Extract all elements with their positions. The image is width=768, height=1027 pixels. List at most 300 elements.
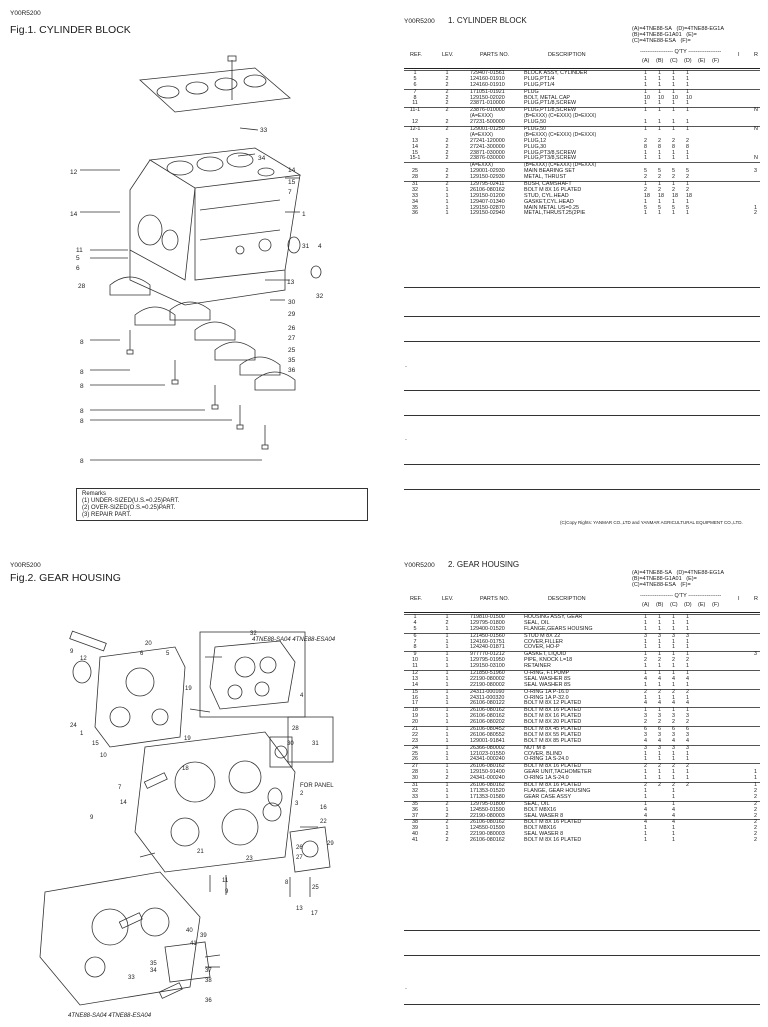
- cell-lev: 2: [445, 155, 449, 162]
- callout-label: 8: [285, 880, 289, 886]
- cell-ref: 5: [413, 75, 417, 82]
- cell-qty-d: 1: [686, 88, 689, 95]
- cell-part-no: 24311-000160: [470, 688, 505, 695]
- cell-qty-b: 3: [658, 744, 661, 751]
- cell-qty-a: 2: [644, 657, 647, 664]
- cell-ref: 25: [412, 750, 418, 757]
- callout-label: 23: [246, 856, 253, 862]
- cell-lev: 2: [445, 812, 449, 819]
- cell-ref: 7: [413, 638, 417, 645]
- cell-lev: 1: [445, 204, 449, 211]
- cell-qty-a: 1: [644, 75, 647, 82]
- cell-part-no: 129150-03100: [470, 663, 505, 670]
- cell-description: BLOCK ASSY, CYLINDER: [524, 70, 588, 76]
- table-row: [404, 707, 760, 714]
- cell-part-no: 26106-080162: [470, 713, 505, 720]
- model-caption-line: 4TNE88-SA04 4TNE88-ESA04: [252, 637, 336, 643]
- cell-qty-a: 1: [644, 651, 647, 658]
- callout-label: 12: [80, 656, 87, 662]
- cell-qty-a: 1: [644, 707, 647, 714]
- cell-ref: 36: [412, 210, 418, 217]
- cell-qty-a: 1: [644, 119, 647, 126]
- cell-qty-a: 1: [644, 210, 647, 217]
- margin-dot: .: [405, 362, 407, 369]
- callout-label: 24: [70, 723, 77, 729]
- cell-description: NUT M 8: [524, 744, 546, 751]
- cell-part-no: 129001-91841: [470, 737, 505, 744]
- callout-label: 1: [80, 731, 84, 737]
- cell-qty-b: 1: [658, 107, 661, 114]
- cell-lev: 1: [445, 651, 449, 658]
- header-col: (E): [698, 58, 706, 64]
- cell-ref: 16: [412, 694, 418, 701]
- callout-label: 28: [78, 283, 86, 290]
- cell-lev: 1: [445, 70, 449, 76]
- cell-qty-a: 1: [644, 831, 647, 838]
- cell-qty-a: 1: [644, 70, 647, 76]
- cell-qty-a: 1: [644, 756, 647, 763]
- cell-description: BOLT M 8X 12 PLATED: [524, 700, 582, 707]
- cell-ref: 9: [413, 651, 417, 658]
- table-blank-line: [404, 955, 760, 956]
- cell-qty-b: 5: [658, 204, 661, 211]
- cell-qty-d: 2: [686, 688, 689, 695]
- cell-ref: 20: [412, 719, 418, 726]
- cell-ref: 15-1: [409, 155, 421, 162]
- cell-qty-a: 1: [644, 663, 647, 670]
- cell-ref: 27: [412, 763, 418, 770]
- cell-part-no: 26366-080002: [470, 744, 505, 751]
- cell-description: STUD, CYL.HEAD: [524, 192, 569, 199]
- cell-qty-b: 2: [658, 688, 661, 695]
- cell-qty-d: 2: [686, 137, 689, 144]
- cell-ref: 7: [413, 88, 417, 95]
- cell-qty-d: 1: [686, 126, 689, 133]
- cell-qty-d: 5: [686, 168, 689, 175]
- figure-title: Fig.1. CYLINDER BLOCK: [10, 24, 131, 36]
- cell-remark: 1: [754, 782, 757, 789]
- cell-lev: 1: [445, 700, 449, 707]
- cell-qty-b: 2: [658, 763, 661, 770]
- cell-qty-c: 1: [672, 831, 675, 838]
- cell-qty-b: 18: [658, 192, 664, 199]
- cell-qty-a: 1: [644, 638, 647, 645]
- cell-lev: 1: [445, 681, 449, 688]
- cell-ref: 12-1: [409, 126, 421, 133]
- cell-qty-b: 2: [658, 782, 661, 789]
- cell-description: BOLT M 8X 45 PLATED: [524, 726, 582, 733]
- cell-qty-b: 1: [658, 100, 661, 107]
- cell-qty-c: 1: [672, 793, 675, 800]
- cell-remark: 2: [754, 819, 757, 826]
- table-top-rule: [404, 68, 760, 69]
- cell-part-no: 26106-080162: [470, 819, 505, 826]
- cell-lev: 1: [445, 644, 449, 651]
- cell-description: (B=EXXX) (C=EXXX) (D=EXXX): [524, 131, 597, 138]
- callout-label: 8: [80, 458, 84, 465]
- cell-description: BOLT M8X16: [524, 825, 557, 832]
- callout-label: 5: [76, 255, 80, 262]
- cell-qty-c: 1: [672, 707, 675, 714]
- cell-description: (B=EXXX) (C=EXXX) (D=EXXX): [524, 162, 597, 169]
- cell-description: BOLT, METAL CAP: [524, 94, 571, 101]
- cell-qty-a: 2: [644, 137, 647, 144]
- cell-description: BOLT M 8X 16 PLATED: [524, 819, 582, 826]
- cell-ref: 4: [413, 619, 417, 626]
- cell-ref: 19: [412, 713, 418, 720]
- cell-description: PLUG: [524, 88, 539, 95]
- table-row: [404, 633, 760, 640]
- header-description: DESCRIPTION: [548, 52, 586, 58]
- cell-qty-a: 1: [644, 793, 647, 800]
- cell-qty-c: 1: [672, 825, 675, 832]
- cell-qty-c: 1: [672, 619, 675, 626]
- cell-qty-a: 2: [644, 763, 647, 770]
- cell-ref: 8: [413, 94, 417, 101]
- cell-qty-a: 2: [644, 782, 647, 789]
- cell-description: PLUG,50: [524, 119, 547, 126]
- cell-remark: 2: [754, 812, 757, 819]
- cell-ref: 38: [412, 819, 418, 826]
- cell-description: GASKET,CYL.HEAD: [524, 198, 574, 205]
- cell-qty-a: 1: [644, 837, 647, 844]
- cell-qty-b: 1: [658, 619, 661, 626]
- cell-qty-c: 1: [672, 638, 675, 645]
- cell-description: O-RING 1A P-16.0: [524, 688, 569, 695]
- callout-label: 19: [184, 736, 191, 742]
- cell-qty-c: 4: [672, 812, 675, 819]
- callout-label: 21: [197, 849, 204, 855]
- cell-part-no: 129407-01340: [470, 198, 505, 205]
- cell-qty-a: 4: [644, 700, 647, 707]
- cell-qty-c: 1: [672, 670, 675, 677]
- cell-qty-c: 4: [672, 737, 675, 744]
- cell-part-no: 129001-01250: [470, 126, 505, 133]
- cell-qty-b: 1: [658, 769, 661, 776]
- cell-ref: 11: [412, 663, 418, 670]
- cell-part-no: 129150-02940: [470, 210, 505, 217]
- cell-remark: 3: [754, 168, 757, 175]
- callout-label: 32: [316, 293, 324, 300]
- cell-part-no: 22190-080003: [470, 831, 505, 838]
- cell-lev: 2: [445, 137, 449, 144]
- cell-part-no: 129150-02870: [470, 204, 505, 211]
- cell-qty-c: 1: [672, 155, 675, 162]
- cell-qty-a: 1: [644, 619, 647, 626]
- cell-qty-b: 3: [658, 731, 661, 738]
- callout-label: 9: [70, 649, 74, 655]
- cell-lev: 2: [445, 94, 449, 101]
- cell-description: O-RING 1A P-32.0: [524, 694, 569, 701]
- cell-qty-b: 1: [658, 651, 661, 658]
- cell-ref: 18: [412, 707, 418, 714]
- table-row: [404, 745, 760, 752]
- section-title: 1. CYLINDER BLOCK: [448, 16, 527, 25]
- callout-label: 14: [70, 211, 78, 218]
- cell-qty-d: 3: [686, 713, 689, 720]
- cell-lev: 2: [445, 800, 449, 807]
- cell-qty-c: 1: [672, 107, 675, 114]
- cell-description: BOLT M 8X 16 PLATED: [524, 837, 582, 844]
- cell-lev: 1: [445, 670, 449, 677]
- callout-label: 9: [225, 889, 229, 895]
- cell-description: BOLT M 8X 20 PLATED: [524, 719, 582, 726]
- cell-description: METAL,THRUST.25(2PIE: [524, 210, 586, 217]
- cell-description: FLANGE,GEARS HOUSING: [524, 625, 593, 632]
- cell-lev: 1: [445, 663, 449, 670]
- cell-qty-b: 2: [658, 719, 661, 726]
- cell-part-no: 171353-01580: [470, 793, 505, 800]
- remarks-title: Remarks: [82, 491, 107, 497]
- cell-ref: 11-1: [409, 107, 421, 114]
- cell-lev: 2: [445, 81, 449, 88]
- cell-qty-d: 1: [686, 638, 689, 645]
- cell-lev: 1: [445, 638, 449, 645]
- cell-qty-a: 1: [644, 775, 647, 782]
- header-lev: LEV.: [442, 52, 454, 58]
- cell-qty-c: 1: [672, 787, 675, 794]
- cell-qty-c: 1: [672, 181, 675, 188]
- cell-lev: 2: [445, 143, 449, 150]
- cell-qty-a: 3: [644, 731, 647, 738]
- cell-qty-c: 1: [672, 756, 675, 763]
- cell-qty-a: 1: [644, 750, 647, 757]
- header-description: DESCRIPTION: [548, 596, 586, 602]
- cell-part-no: 23871-030000: [470, 149, 505, 156]
- cell-ref: 14: [412, 681, 418, 688]
- cell-description: METAL, THRUST: [524, 174, 567, 181]
- cell-description: SEAL, OIL: [524, 619, 550, 626]
- cell-qty-c: 1: [672, 800, 675, 807]
- cell-lev: 1: [445, 657, 449, 664]
- cell-qty-d: 4: [686, 675, 689, 682]
- cell-qty-a: 1: [644, 825, 647, 832]
- cell-remark: 2: [754, 825, 757, 832]
- remark-line: (2) OVER-SIZED(O.S.=0.25)PART.: [82, 505, 176, 511]
- cell-qty-b: 1: [658, 750, 661, 757]
- model-a: (A)=4TNE88-SA: [632, 570, 672, 576]
- cell-ref: 15: [412, 149, 418, 156]
- cell-qty-b: 1: [658, 670, 661, 677]
- callout-label: 33: [128, 975, 135, 981]
- cell-qty-c: 1: [672, 75, 675, 82]
- cell-ref: 6: [413, 81, 417, 88]
- cell-lev: 2: [445, 174, 449, 181]
- cell-part-no: 23871-010000: [470, 100, 505, 107]
- cell-qty-a: 8: [644, 143, 647, 150]
- cell-qty-d: 1: [686, 644, 689, 651]
- cell-description: COVER, BLIND: [524, 750, 563, 757]
- cell-part-no: 26106-080452: [470, 726, 505, 733]
- cell-qty-c: 3: [672, 744, 675, 751]
- cell-description: PLUG,PT3/8,SCREW: [524, 149, 577, 156]
- cell-description: BOLT M 8X 85 PLATED: [524, 737, 582, 744]
- table-blank-line: [404, 316, 760, 317]
- callout-label: 15: [288, 179, 296, 186]
- cell-qty-b: 1: [658, 614, 661, 620]
- cell-remark: 1: [754, 775, 757, 782]
- header-col: (F): [712, 602, 720, 608]
- callout-label: 13: [296, 906, 303, 912]
- cell-qty-b: 1: [658, 756, 661, 763]
- cell-description: BOLT M 8X 16 PLATED: [524, 713, 582, 720]
- cell-qty-d: 1: [686, 707, 689, 714]
- cell-qty-a: 3: [644, 744, 647, 751]
- header-qty: ------------------ Q'TY ------------------: [640, 593, 722, 599]
- cell-part-no: 124160-01910: [470, 75, 505, 82]
- cell-qty-c: 18: [672, 192, 678, 199]
- cell-part-no: (A=EXXX): [470, 162, 493, 169]
- callout-label: 34: [258, 155, 266, 162]
- model-caption: [252, 637, 336, 643]
- cell-part-no: 129795-01800: [470, 800, 505, 807]
- callout-label: 20: [145, 641, 152, 647]
- cell-qty-b: 1: [658, 663, 661, 670]
- cell-ref: 36: [412, 806, 418, 813]
- callout-label: 14: [288, 167, 296, 174]
- cell-qty-a: 1: [644, 155, 647, 162]
- table-row: [404, 819, 760, 826]
- cell-part-no: 129150-01200: [470, 192, 505, 199]
- cell-lev: 1: [445, 763, 449, 770]
- cell-qty-d: 1: [686, 210, 689, 217]
- cell-ref: 39: [412, 825, 418, 832]
- callout-label: 8: [80, 369, 84, 376]
- cell-qty-c: 1: [672, 70, 675, 76]
- cell-qty-c: 1: [672, 681, 675, 688]
- model-legend: [632, 570, 762, 589]
- callout-label: 22: [320, 819, 327, 825]
- cell-qty-c: 5: [672, 204, 675, 211]
- cell-ref: 34: [412, 198, 418, 205]
- cell-qty-c: 4: [672, 675, 675, 682]
- cell-qty-c: 4: [672, 819, 675, 826]
- callout-label: 27: [296, 855, 303, 861]
- cell-qty-b: 4: [658, 675, 661, 682]
- cell-lev: 1: [445, 731, 449, 738]
- cell-ref: 31: [412, 181, 418, 188]
- table-row: [404, 689, 760, 696]
- cell-ref: 28: [412, 769, 418, 776]
- cell-ref: 6: [413, 632, 417, 639]
- cell-lev: 1: [445, 782, 449, 789]
- callout-label: 8: [80, 408, 84, 415]
- cell-lev: 1: [445, 719, 449, 726]
- cell-part-no: 124550-01590: [470, 825, 505, 832]
- cell-remark: 1: [754, 769, 757, 776]
- cell-description: BUSH, CAMSHAFT: [524, 181, 572, 188]
- cell-lev: 1: [445, 186, 449, 193]
- cell-qty-c: 3: [672, 713, 675, 720]
- cell-ref: 12: [412, 119, 418, 126]
- callout-label: 10: [100, 753, 107, 759]
- cell-qty-c: 1: [672, 837, 675, 844]
- cell-qty-a: 1: [644, 198, 647, 205]
- cell-ref: 8: [413, 644, 417, 651]
- callout-label: 8: [80, 339, 84, 346]
- cell-part-no: 24341-000240: [470, 756, 505, 763]
- cell-ref: 28: [412, 174, 418, 181]
- cell-qty-c: 2: [672, 719, 675, 726]
- cell-qty-a: 1: [644, 88, 647, 95]
- cell-lev: 1: [445, 210, 449, 217]
- cell-qty-d: 1: [686, 651, 689, 658]
- cell-description: MAIN METAL US=0.25: [524, 204, 579, 211]
- cell-description: STUD M 8X 22: [524, 632, 561, 639]
- cell-remark: 2: [754, 831, 757, 838]
- callout-label: 16: [320, 805, 327, 811]
- callout-label: 8: [80, 418, 84, 425]
- cell-qty-a: 1: [644, 181, 647, 188]
- table-row: [404, 651, 760, 658]
- callout-label: 11: [222, 878, 229, 884]
- cell-qty-b: 1: [658, 681, 661, 688]
- cell-qty-a: 10: [644, 94, 650, 101]
- cell-ref: 1: [413, 614, 417, 620]
- cell-part-no: 26106-080122: [470, 700, 505, 707]
- cell-description: BOLT M 8X 55 PLATED: [524, 731, 582, 738]
- cell-ref: 35: [412, 204, 418, 211]
- cell-qty-c: 3: [672, 632, 675, 639]
- cell-qty-d: 1: [686, 756, 689, 763]
- header-i: I: [738, 596, 740, 602]
- cell-lev: 1: [445, 713, 449, 720]
- callout-label: 6: [140, 651, 144, 657]
- cell-qty-d: 1: [686, 149, 689, 156]
- callout-label: 35: [288, 357, 296, 364]
- callout-label: 5: [166, 651, 170, 657]
- cell-remark: N: [754, 126, 758, 133]
- cell-part-no: 22190-080002: [470, 675, 505, 682]
- cell-description: BOLT M 8X 16 PLATED: [524, 763, 582, 770]
- header-col: (B): [656, 58, 664, 64]
- cell-ref: 12: [412, 670, 418, 677]
- remark-line: (3) REPAIR PART.: [82, 512, 132, 518]
- model-f: (F)=: [680, 582, 691, 589]
- cell-qty-d: 1: [686, 619, 689, 626]
- cell-ref: 32: [412, 787, 418, 794]
- cell-lev: 2: [445, 100, 449, 107]
- cell-qty-b: 6: [658, 726, 661, 733]
- cell-qty-d: 2: [686, 657, 689, 664]
- cell-qty-b: 4: [658, 737, 661, 744]
- cell-qty-b: 3: [658, 713, 661, 720]
- table-blank-line: [404, 1004, 760, 1005]
- cell-qty-c: 2: [672, 137, 675, 144]
- cell-lev: 2: [445, 819, 449, 826]
- cell-part-no: 121850-51960: [470, 670, 505, 677]
- remark-line: (1) UNDER-SIZED(U.S.=0.25)PART.: [82, 498, 180, 504]
- cell-qty-d: 2: [686, 186, 689, 193]
- cell-description: BOLT M 8X 16 PLATED: [524, 707, 582, 714]
- cell-description: SEAL WASER 8: [524, 812, 564, 819]
- cell-qty-a: 1: [644, 81, 647, 88]
- cell-part-no: 26106-080162: [470, 782, 505, 789]
- cell-qty-b: 1: [658, 119, 661, 126]
- cell-ref: 10: [412, 657, 418, 664]
- cell-qty-b: 1: [658, 88, 661, 95]
- cell-part-no: 977770-01212: [470, 651, 505, 658]
- model-d: (D)=4TNE88-EG1A: [676, 26, 725, 32]
- cell-qty-c: 1: [672, 651, 675, 658]
- callout-label: 41: [190, 941, 197, 947]
- cell-qty-c: 1: [672, 119, 675, 126]
- cell-description: BOLT M 8X 16 PLATED: [524, 782, 582, 789]
- cell-qty-a: 18: [644, 192, 650, 199]
- cell-qty-c: 1: [672, 198, 675, 205]
- cell-remark: 2: [754, 837, 757, 844]
- cell-remark: N: [754, 155, 758, 162]
